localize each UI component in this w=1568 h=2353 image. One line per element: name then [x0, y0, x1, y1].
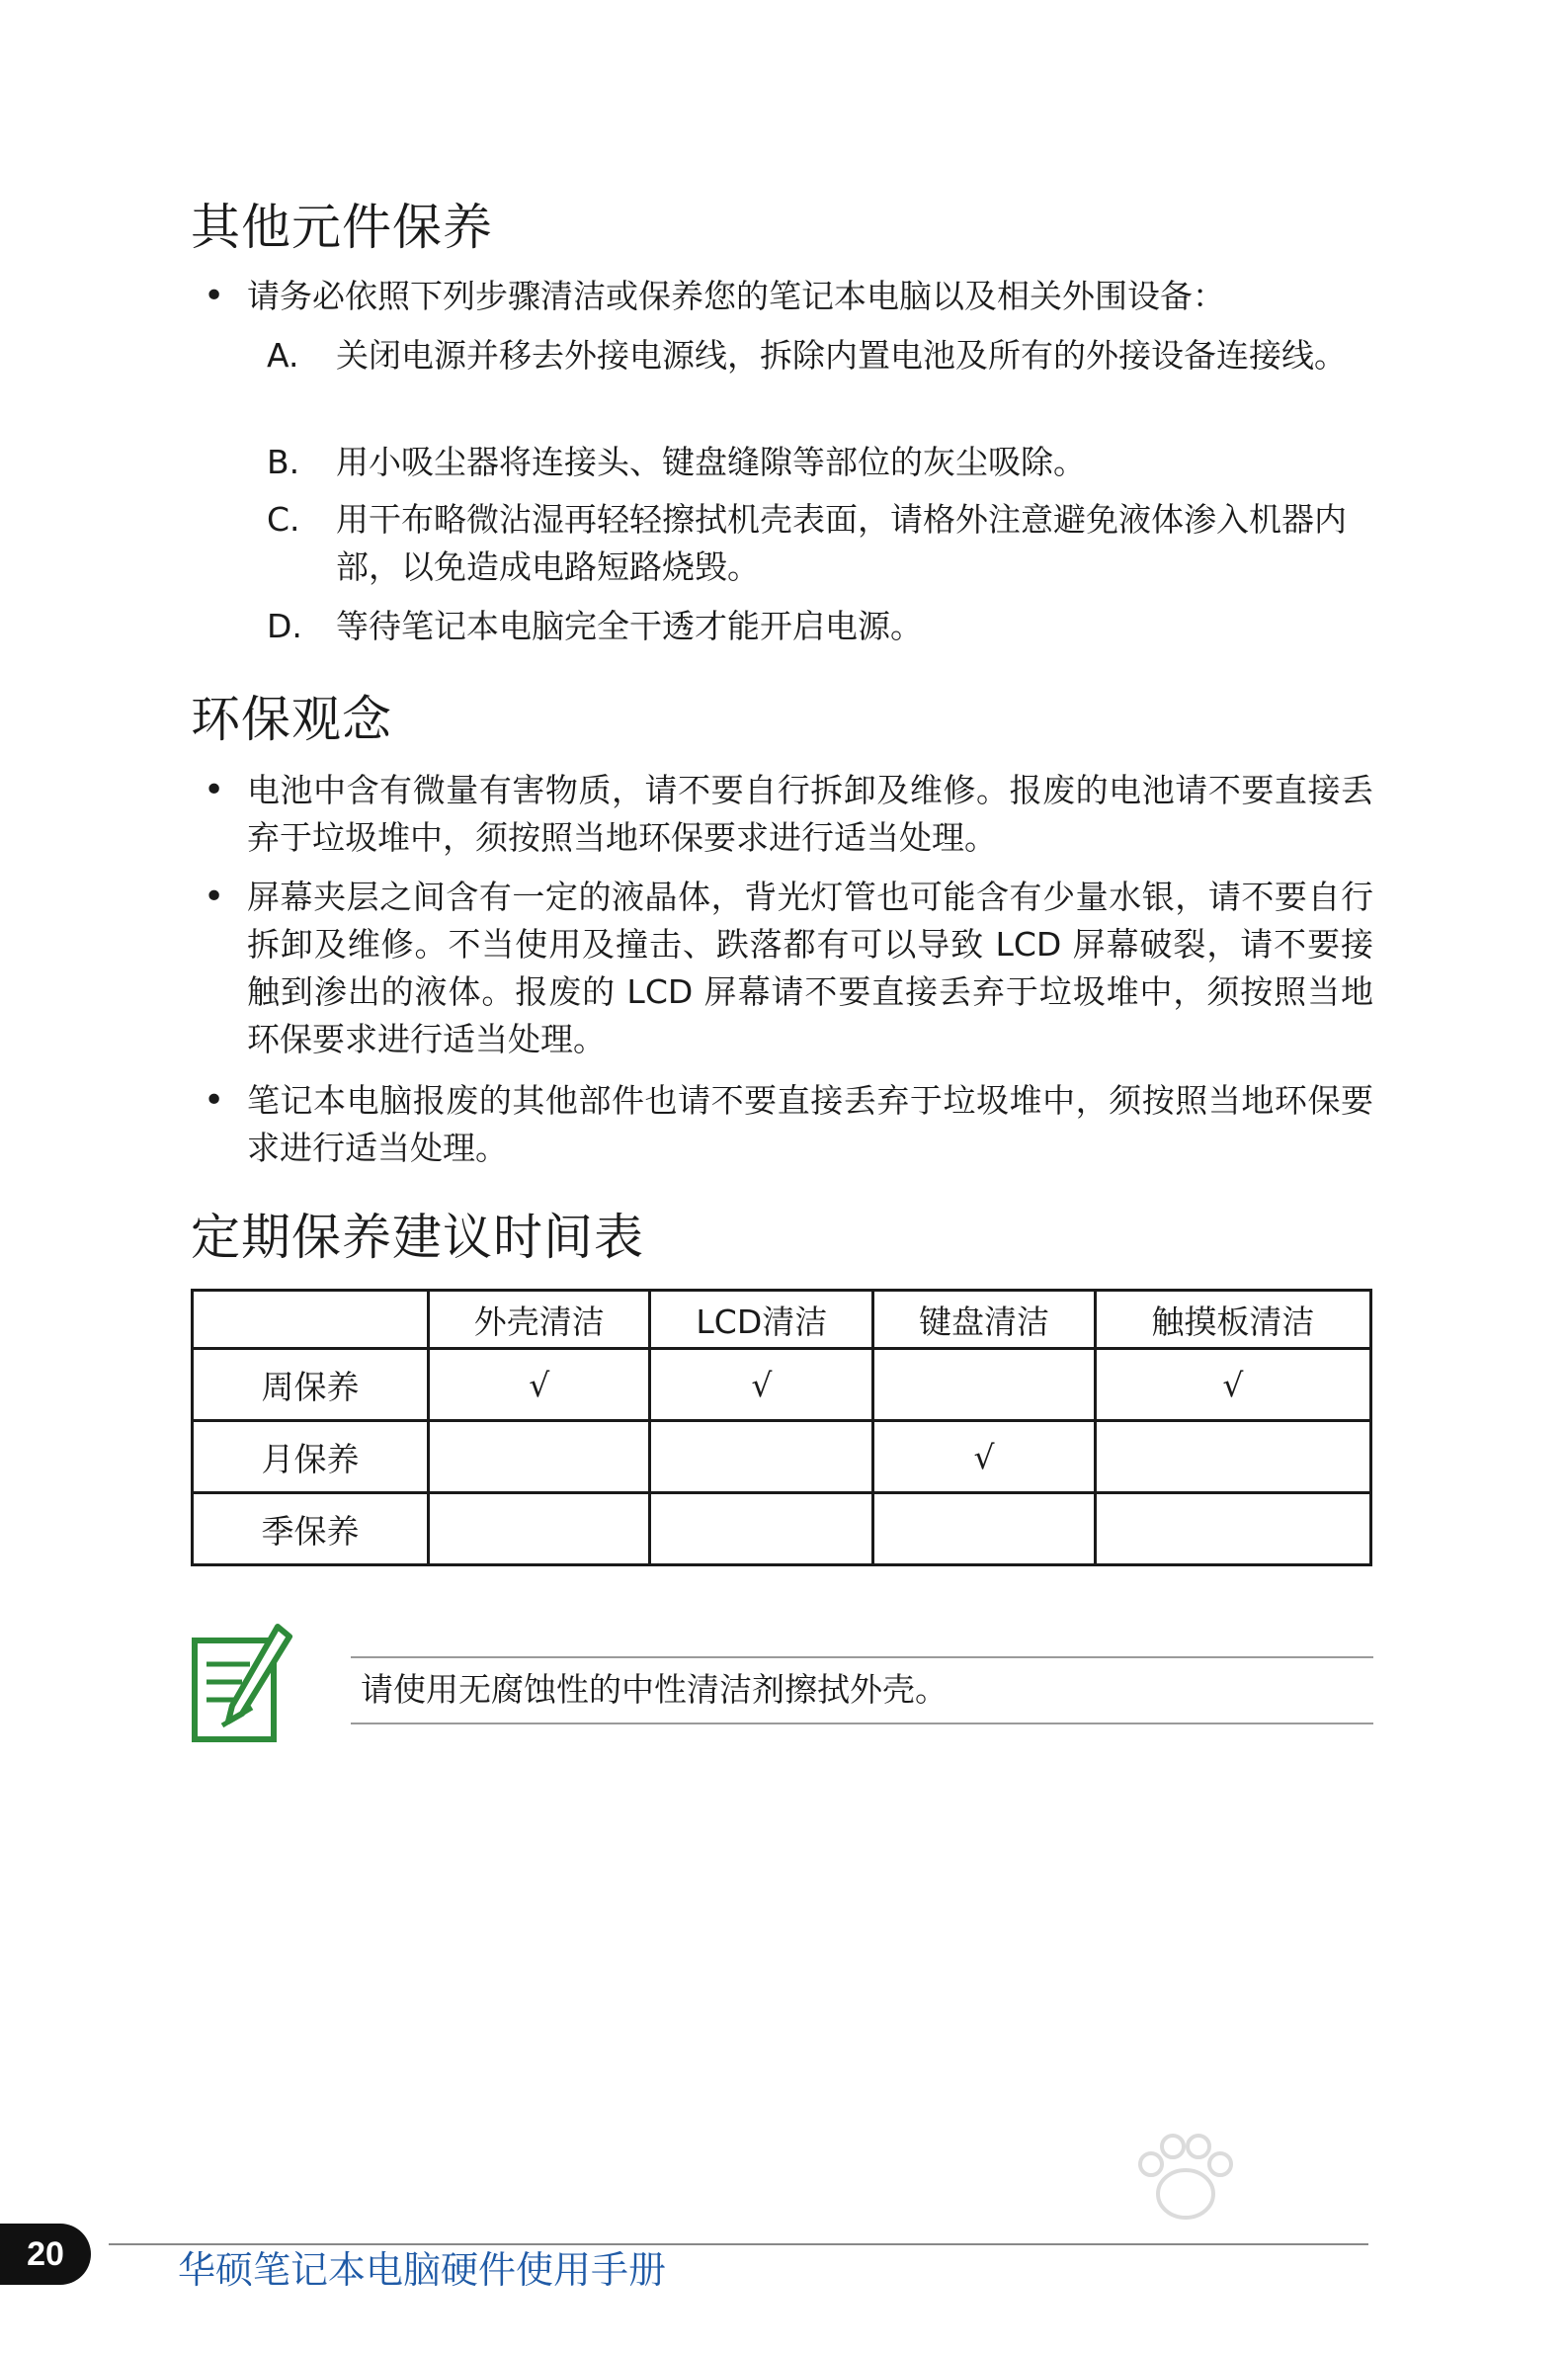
- check-cell: √: [1095, 1349, 1370, 1421]
- check-cell: [1095, 1493, 1370, 1565]
- table-row: [193, 1493, 1371, 1565]
- table-header-cell: [193, 1291, 429, 1349]
- note-text: 请使用无腐蚀性的中性清洁剂擦拭外壳。: [361, 1670, 948, 1709]
- row-label: 季保养: [193, 1493, 429, 1565]
- table-header-cell: 触摸板清洁: [1095, 1291, 1370, 1349]
- bullet-icon: •: [204, 770, 225, 810]
- check-cell: [873, 1349, 1095, 1421]
- section-title-schedule: 定期保养建议时间表: [191, 1209, 644, 1266]
- step-letter: D.: [267, 607, 302, 645]
- table-header-cell: 外壳清洁: [429, 1291, 650, 1349]
- page-number-badge: 20: [0, 2224, 91, 2285]
- environment-bullet: 屏幕夹层之间含有一定的液晶体，背光灯管也可能含有少量水银，请不要自行拆卸及维修。不当使用及撞击、跌落都有可以导致 LCD 屏幕破裂，请不要接触到渗出的液体。报废的 LCD 屏幕请不要直接丢弃于垃圾堆中，须按照当地环保要求进行适当处理。: [247, 878, 1373, 1058]
- check-cell: [650, 1493, 873, 1565]
- note-divider-bottom: [351, 1723, 1373, 1724]
- check-cell: [429, 1493, 650, 1565]
- table-header-row: [193, 1291, 1371, 1349]
- step-text: 关闭电源并移去外接电源线，拆除内置电池及所有的外接设备连接线。: [336, 336, 1347, 375]
- bullet-icon: •: [204, 276, 225, 316]
- table-header-cell: 键盘清洁: [873, 1291, 1095, 1349]
- section-title-environment: 环保观念: [191, 691, 392, 748]
- table-row: [193, 1349, 1371, 1421]
- check-cell: √: [429, 1349, 650, 1421]
- step-letter: B.: [267, 443, 300, 481]
- environment-bullet: 电池中含有微量有害物质，请不要自行拆卸及维修。报废的电池请不要直接丢弃于垃圾堆中，须按照当地环保要求进行适当处理。: [247, 771, 1373, 857]
- check-cell: [1095, 1421, 1370, 1493]
- paw-watermark-icon: [1112, 2125, 1260, 2233]
- step-letter: A.: [267, 336, 299, 375]
- step-text: 用小吸尘器将连接头、键盘缝隙等部位的灰尘吸除。: [336, 443, 1086, 481]
- maintenance-schedule-table: [191, 1289, 1372, 1566]
- footer-manual-title: 华硕笔记本电脑硬件使用手册: [178, 2248, 667, 2292]
- note-divider-top: [351, 1656, 1373, 1658]
- check-cell: [650, 1421, 873, 1493]
- note-pencil-icon: [191, 1623, 294, 1746]
- check-cell: √: [650, 1349, 873, 1421]
- step-text: 用干布略微沾湿再轻轻擦拭机壳表面，请格外注意避免液体渗入机器内部，以免造成电路短路烧毁。: [336, 500, 1347, 586]
- row-label: 月保养: [193, 1421, 429, 1493]
- table-row: [193, 1421, 1371, 1493]
- step-text: 等待笔记本电脑完全干透才能开启电源。: [336, 607, 923, 645]
- check-cell: √: [873, 1421, 1095, 1493]
- bullet-icon: •: [204, 1080, 225, 1121]
- check-cell: [429, 1421, 650, 1493]
- table-header-cell: LCD清洁: [650, 1291, 873, 1349]
- environment-bullet: 笔记本电脑报废的其他部件也请不要直接丢弃于垃圾堆中，须按照当地环保要求进行适当处理。: [247, 1081, 1373, 1167]
- check-cell: [873, 1493, 1095, 1565]
- row-label: 周保养: [193, 1349, 429, 1421]
- step-letter: C.: [267, 500, 300, 539]
- section-title-other-care: 其他元件保养: [191, 199, 493, 256]
- other-care-intro: 请务必依照下列步骤清洁或保养您的笔记本电脑以及相关外围设备：: [247, 277, 1225, 315]
- bullet-icon: •: [204, 877, 225, 917]
